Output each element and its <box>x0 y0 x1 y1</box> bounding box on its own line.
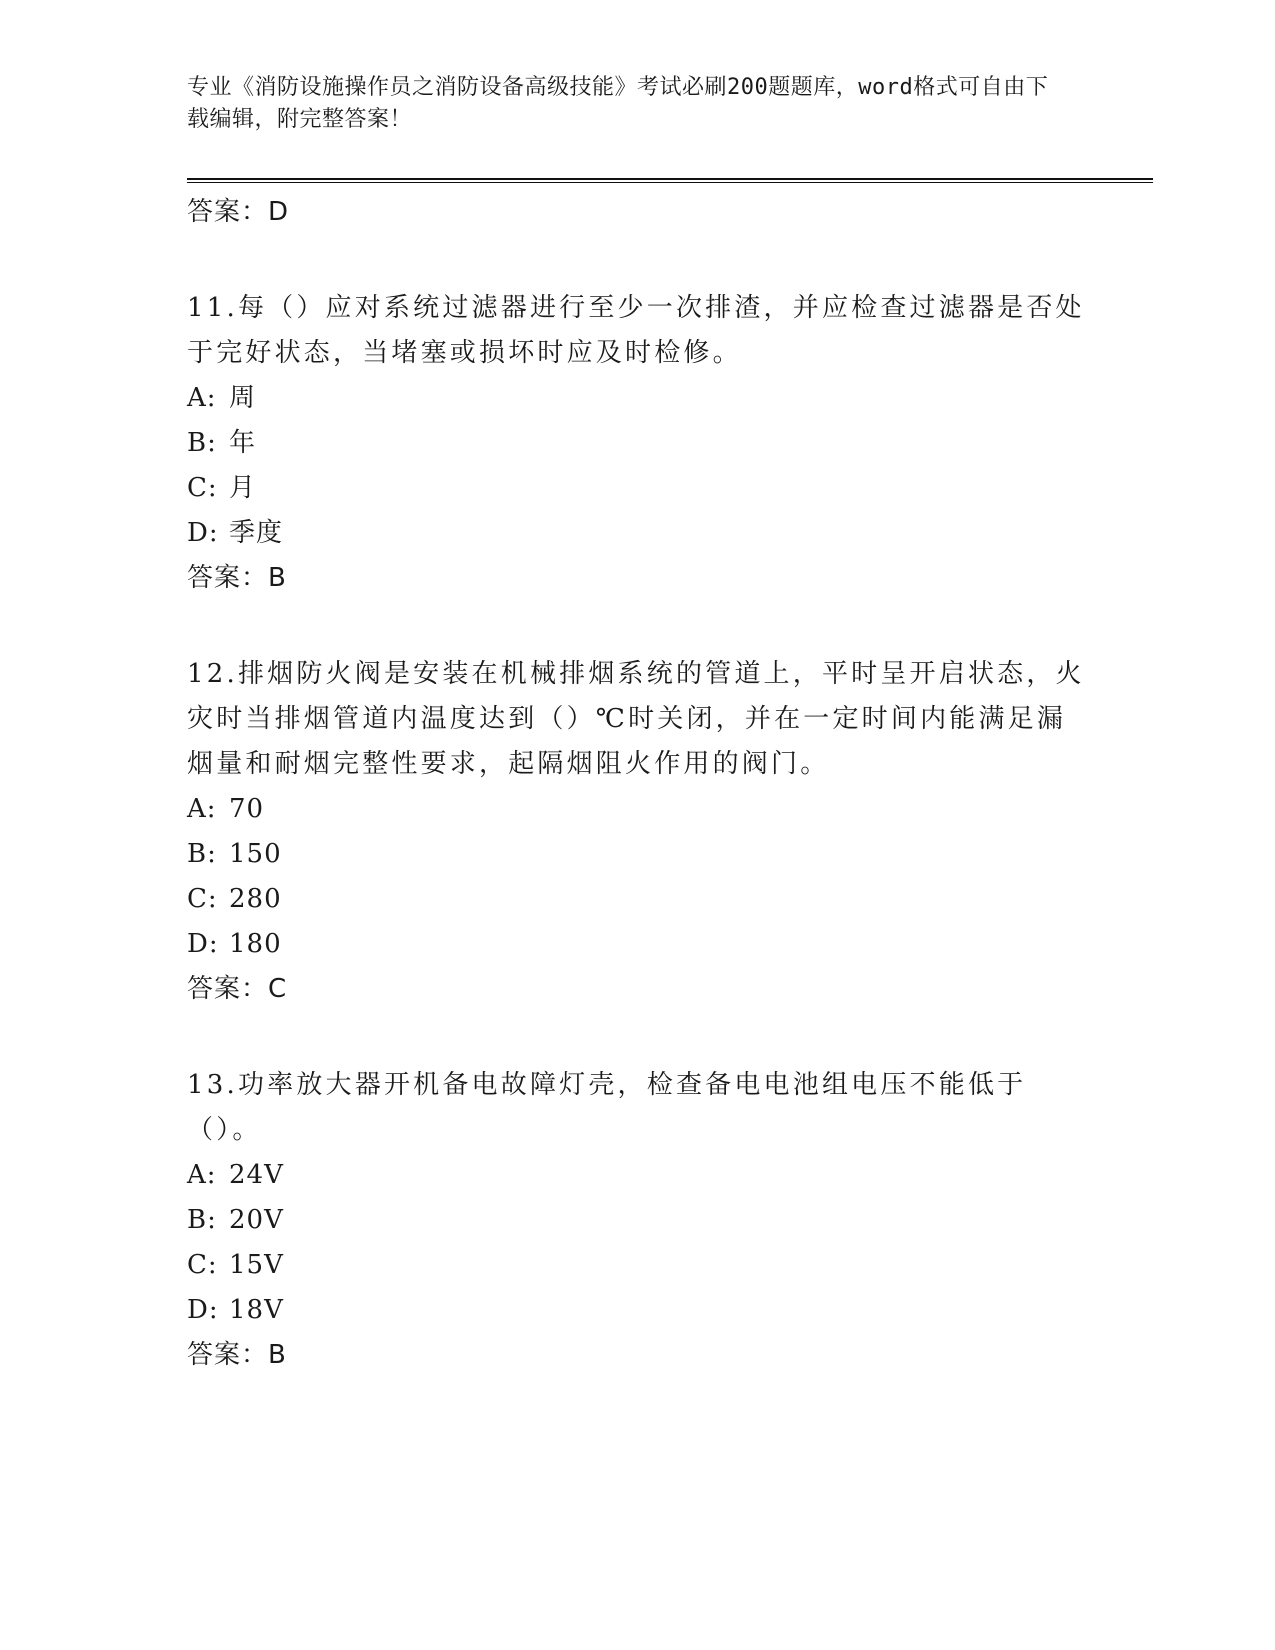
question-text: 11.每（）应对系统过滤器进行至少一次排渣，并应检查过滤器是否处于完好状态，当堵塞或损坏时应及时检修。 <box>187 293 1085 368</box>
header-rule-thick <box>187 178 1153 180</box>
option-label: D: <box>187 518 219 548</box>
option-label: C: <box>187 473 218 503</box>
option-a <box>187 1153 1087 1198</box>
option-label: D: <box>187 929 219 959</box>
option-d <box>187 922 1087 967</box>
question-list <box>187 190 1087 1377</box>
option-value: 20V <box>229 1205 284 1235</box>
option-value: 周 <box>229 383 257 413</box>
option-label: A: <box>187 1160 217 1190</box>
question-12 <box>187 652 1087 1011</box>
option-b <box>187 1198 1087 1243</box>
question-11 <box>187 286 1087 600</box>
option-c <box>187 877 1087 922</box>
option-label: B: <box>187 1205 217 1235</box>
option-value: 70 <box>229 794 265 824</box>
option-d <box>187 511 1087 556</box>
option-label: D: <box>187 1295 219 1325</box>
option-label: C: <box>187 1250 218 1280</box>
option-a <box>187 787 1087 832</box>
document-header: 专业《消防设施操作员之消防设备高级技能》考试必刷200题题库，word格式可自由下载编辑，附完整答案！ <box>187 75 1049 132</box>
question-text: 13.功率放大器开机备电故障灯壳，检查备电电池组电压不能低于（）。 <box>187 1070 1027 1145</box>
previous-answer: 答案：D <box>187 197 290 227</box>
question-13 <box>187 1063 1087 1377</box>
option-value: 季度 <box>229 518 284 548</box>
option-label: B: <box>187 428 217 458</box>
question-answer: 答案：B <box>187 1340 287 1370</box>
option-value: 18V <box>229 1295 284 1325</box>
option-d <box>187 1288 1087 1333</box>
question-answer: 答案：B <box>187 563 287 593</box>
option-value: 180 <box>229 929 282 959</box>
option-value: 150 <box>229 839 282 869</box>
option-value: 24V <box>229 1160 284 1190</box>
option-value: 年 <box>229 428 257 458</box>
option-b <box>187 832 1087 877</box>
option-b <box>187 421 1087 466</box>
option-value: 280 <box>229 884 282 914</box>
option-a <box>187 376 1087 421</box>
option-label: A: <box>187 794 217 824</box>
option-label: A: <box>187 383 217 413</box>
option-c <box>187 1243 1087 1288</box>
question-text: 12.排烟防火阀是安装在机械排烟系统的管道上，平时呈开启状态，火灾时当排烟管道内温度达到（）℃时关闭，并在一定时间内能满足漏烟量和耐烟完整性要求，起隔烟阻火作用的阀门。 <box>187 659 1085 779</box>
option-label: B: <box>187 839 217 869</box>
option-c <box>187 466 1087 511</box>
header-rule-thin <box>187 182 1153 183</box>
option-label: C: <box>187 884 218 914</box>
question-answer: 答案：C <box>187 974 288 1004</box>
option-value: 15V <box>229 1250 284 1280</box>
option-value: 月 <box>229 473 257 503</box>
